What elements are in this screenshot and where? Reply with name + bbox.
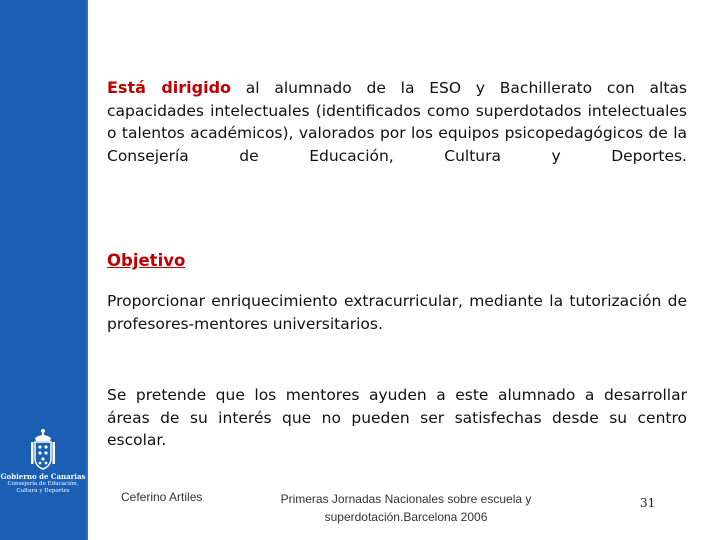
mentors-paragraph: Se pretende que los mentores ayuden a este alumnado a desarrollar áreas de su interés que no pueden ser satisfechas desde su centro escolar. <box>107 386 687 449</box>
footer-event-line2: superdotación.Barcelona 2006 <box>324 510 488 524</box>
sidebar-band <box>0 0 88 540</box>
target-audience-body: al alumnado de la ESO y Bachillerato con altas capacidades intelectuales (identificados como superdotados intelectuales o talentos académicos), valorados por los equipos psicopedagógicos de la Consejería de Educación, Cultura y Deportes. <box>107 79 687 165</box>
footer-event-line1: Primeras Jornadas Nacionales sobre escuela y <box>280 492 532 506</box>
target-audience-lead: Está dirigido <box>107 78 232 97</box>
logo-subtitle-line1: Consejería de Educación, <box>7 481 79 487</box>
target-audience-paragraph <box>107 77 687 167</box>
logo-title: Gobierno de Canarias <box>0 472 86 481</box>
footer-event <box>248 490 564 526</box>
coat-of-arms-icon <box>30 428 56 470</box>
objective-paragraph: Proporcionar enriquecimiento extracurricular, mediante la tutorización de profesores-mentores universitarios. <box>107 292 687 333</box>
logo-subtitle-line2: Cultura y Deportes <box>16 488 70 494</box>
footer-author: Ceferino Artiles <box>121 490 203 504</box>
government-logo <box>0 428 86 518</box>
page-number: 31 <box>640 496 656 510</box>
objective-heading: Objetivo <box>107 251 186 270</box>
